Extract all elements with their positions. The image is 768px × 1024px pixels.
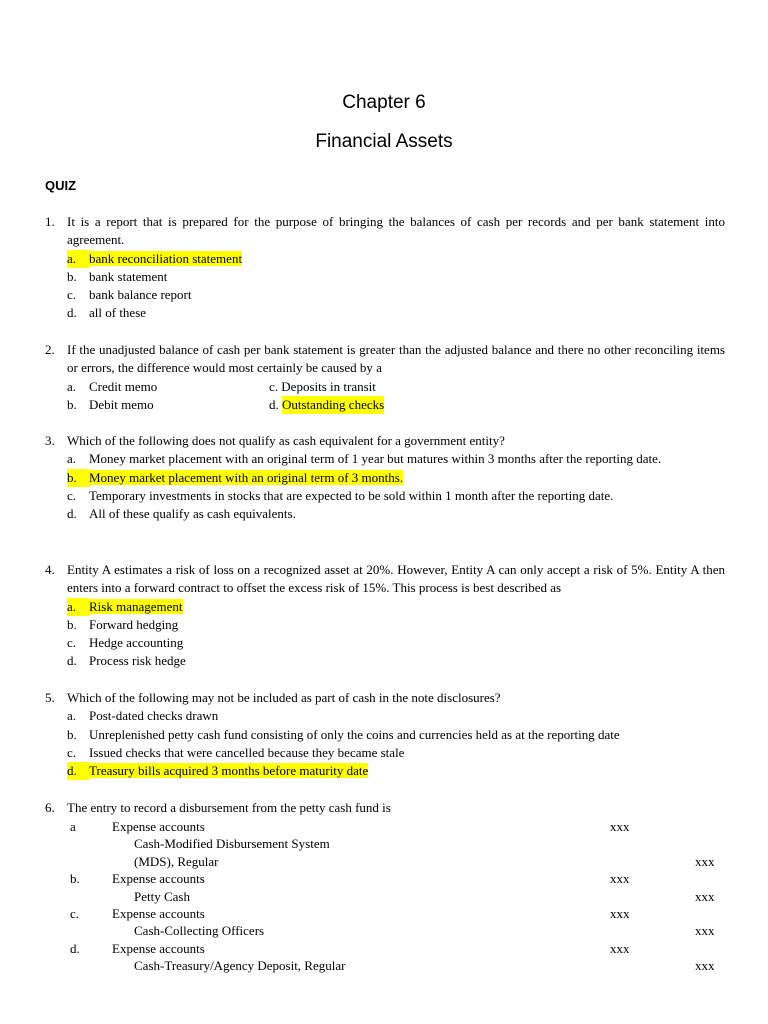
option-letter: c. bbox=[67, 635, 77, 651]
option-c bbox=[45, 634, 725, 652]
option-letter: c. bbox=[67, 287, 77, 303]
option-text: Deposits in transit bbox=[281, 378, 376, 394]
credit-account: (MDS), Regular bbox=[134, 853, 219, 869]
debit-amount: xxx bbox=[610, 819, 630, 834]
option-text-highlighted: Treasury bills acquired 3 months before maturity date bbox=[89, 763, 369, 779]
credit-amount: xxx bbox=[695, 958, 715, 974]
journal-credit-line bbox=[45, 922, 725, 939]
question-4 bbox=[45, 561, 725, 671]
option-text-highlighted: Risk management bbox=[89, 598, 183, 614]
question-text: If the unadjusted balance of cash per bank statement is greater than the adjusted balance and there no other reconciling items or errors, the difference would most certainly be caused by a bbox=[67, 342, 725, 376]
question-text: Entity A estimates a risk of loss on a recognized asset at 20%. However, Entity A can only accept a risk of 5%. Entity A then enters into a forward contract to offset the excess risk of 15%. This process is best described as bbox=[67, 562, 725, 596]
debit-account: Expense accounts bbox=[112, 940, 205, 956]
credit-account: Cash-Treasury/Agency Deposit, Regular bbox=[134, 958, 346, 974]
chapter-heading: Chapter 6 bbox=[342, 92, 426, 113]
option-b bbox=[45, 616, 725, 634]
option-letter: d. bbox=[67, 305, 77, 321]
journal-credit-line bbox=[45, 888, 725, 905]
question-number: 5. bbox=[45, 690, 55, 705]
question-1 bbox=[45, 213, 725, 323]
option-letter: c. bbox=[269, 378, 279, 394]
page-title: Financial Assets bbox=[315, 131, 453, 152]
option-letter: d. bbox=[67, 653, 77, 669]
option-text: Debit memo bbox=[89, 396, 154, 412]
question-text: It is a report that is prepared for the purpose of bringing the balances of cash per records and per bank statement into agreement. bbox=[67, 214, 725, 248]
option-text-highlighted: Money market placement with an original term of 3 months. bbox=[89, 469, 404, 485]
option-letter: d. bbox=[70, 940, 80, 956]
option-row-1 bbox=[45, 378, 725, 396]
debit-account: Expense accounts bbox=[112, 871, 205, 887]
journal-debit-line bbox=[45, 818, 725, 835]
debit-account: Expense accounts bbox=[112, 905, 205, 921]
option-text: Money market placement with an original term of 1 year but matures within 3 months after the reporting date. bbox=[89, 451, 662, 467]
option-text-highlighted: Outstanding checks bbox=[282, 396, 384, 414]
option-d bbox=[45, 762, 725, 780]
option-text: Post-dated checks drawn bbox=[89, 708, 219, 724]
option-letter: a. bbox=[67, 598, 89, 616]
option-text: All of these qualify as cash equivalents. bbox=[89, 506, 296, 522]
option-letter: b. bbox=[67, 726, 77, 742]
journal-debit-line bbox=[45, 870, 725, 887]
credit-account: Cash-Modified Disbursement System bbox=[134, 836, 330, 852]
option-text: Hedge accounting bbox=[89, 635, 184, 651]
question-6 bbox=[45, 799, 725, 817]
journal-credit-line bbox=[45, 835, 725, 852]
option-letter: b. bbox=[70, 871, 80, 887]
option-row-2 bbox=[45, 396, 725, 414]
option-letter: a. bbox=[67, 378, 77, 394]
question-number: 3. bbox=[45, 433, 55, 448]
option-d bbox=[45, 304, 725, 322]
option-letter: d. bbox=[67, 506, 77, 522]
option-d bbox=[45, 505, 725, 523]
credit-amount: xxx bbox=[695, 923, 715, 939]
option-a bbox=[45, 450, 725, 468]
question-number: 6. bbox=[45, 800, 55, 815]
option-a bbox=[45, 598, 725, 616]
option-letter: c. bbox=[67, 744, 77, 760]
option-b bbox=[45, 469, 725, 487]
option-a bbox=[45, 707, 725, 725]
option-letter: c. bbox=[67, 487, 77, 503]
question-number: 4. bbox=[45, 562, 55, 577]
option-letter: b. bbox=[67, 396, 77, 412]
option-letter: a bbox=[70, 819, 76, 834]
option-letter: a. bbox=[67, 708, 77, 724]
credit-amount: xxx bbox=[695, 853, 715, 869]
option-d bbox=[45, 652, 725, 670]
option-letter: a. bbox=[67, 250, 89, 268]
option-text: all of these bbox=[89, 305, 147, 321]
credit-account: Cash-Collecting Officers bbox=[134, 923, 265, 939]
option-c bbox=[45, 744, 725, 762]
debit-amount: xxx bbox=[610, 871, 630, 887]
journal-entry-options bbox=[45, 818, 725, 975]
question-3 bbox=[45, 432, 725, 523]
credit-account: Petty Cash bbox=[134, 888, 190, 904]
credit-amount: xxx bbox=[695, 888, 715, 904]
journal-credit-line bbox=[45, 957, 725, 974]
quiz-label: QUIZ bbox=[45, 178, 77, 193]
journal-credit-line bbox=[45, 853, 725, 870]
question-text: The entry to record a disbursement from the petty cash fund is bbox=[67, 800, 391, 815]
question-text: Which of the following may not be included as part of cash in the note disclosures? bbox=[67, 690, 501, 705]
option-letter: d. bbox=[269, 396, 279, 412]
option-c bbox=[45, 487, 725, 505]
option-text: bank statement bbox=[89, 268, 168, 284]
option-letter: b. bbox=[67, 268, 77, 284]
option-text-highlighted: bank reconciliation statement bbox=[89, 250, 243, 266]
debit-amount: xxx bbox=[610, 940, 630, 956]
option-text: Forward hedging bbox=[89, 616, 179, 632]
question-5 bbox=[45, 689, 725, 780]
option-text: bank balance report bbox=[89, 287, 192, 303]
question-text: Which of the following does not qualify as cash equivalent for a government entity? bbox=[67, 433, 505, 448]
journal-debit-line bbox=[45, 905, 725, 922]
option-a bbox=[45, 250, 725, 268]
question-number: 2. bbox=[45, 342, 55, 357]
option-c bbox=[45, 286, 725, 304]
debit-amount: xxx bbox=[610, 905, 630, 921]
question-number: 1. bbox=[45, 214, 55, 229]
option-letter: d. bbox=[67, 762, 89, 780]
option-text: Issued checks that were cancelled because they became stale bbox=[89, 744, 405, 760]
option-text: Credit memo bbox=[89, 378, 158, 394]
option-letter: a. bbox=[67, 451, 77, 467]
option-letter: b. bbox=[67, 469, 89, 487]
debit-account: Expense accounts bbox=[112, 819, 205, 834]
option-letter: b. bbox=[67, 616, 77, 632]
question-2 bbox=[45, 341, 725, 414]
journal-debit-line bbox=[45, 940, 725, 957]
option-letter: c. bbox=[70, 905, 80, 921]
option-text: Process risk hedge bbox=[89, 653, 186, 669]
option-b bbox=[45, 268, 725, 286]
option-text: Temporary investments in stocks that are expected to be sold within 1 month after the reporting date. bbox=[89, 487, 614, 503]
option-b bbox=[45, 726, 725, 744]
option-text: Unreplenished petty cash fund consisting of only the coins and currencies held as at the reporting date bbox=[89, 726, 620, 742]
